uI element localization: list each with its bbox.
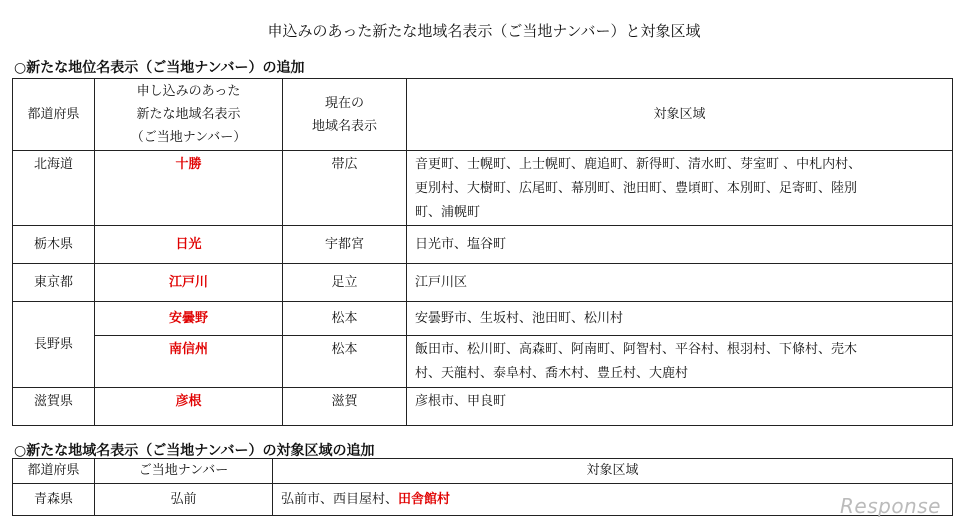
table-row <box>13 264 953 302</box>
table-row <box>13 336 953 388</box>
header-area: 対象区域 <box>407 79 953 151</box>
header-plate: ご当地ナンバー <box>95 459 273 484</box>
header-prefecture: 都道府県 <box>13 79 95 151</box>
cell-new-name: 十勝 <box>95 151 283 226</box>
cell-prefecture: 東京都 <box>13 264 95 302</box>
cell-prefecture: 栃木県 <box>13 226 95 264</box>
cell-prefecture: 北海道 <box>13 151 95 226</box>
table-row <box>13 226 953 264</box>
cell-area: 音更町、士幌町、上士幌町、鹿追町、新得町、清水町、芽室町 、中札内村、 更別村、大樹町、広尾町、幕別町、池田町、豊頃町、本別町、足寄町、陸別 町、浦幌町 <box>407 151 953 226</box>
cell-new-name: 安曇野 <box>95 302 283 336</box>
cell-current-name: 足立 <box>283 264 407 302</box>
area-highlight: 田舎館村 <box>398 491 451 507</box>
cell-plate: 弘前 <box>95 484 273 516</box>
table-row <box>13 388 953 426</box>
header-prefecture: 都道府県 <box>13 459 95 484</box>
cell-area: 日光市、塩谷町 <box>407 226 953 264</box>
watermark-logo: Response <box>840 494 941 518</box>
area-text: 弘前市、西目屋村、 <box>281 491 399 507</box>
header-current-name: 現在の 地域名表示 <box>283 79 407 151</box>
cell-prefecture: 滋賀県 <box>13 388 95 426</box>
cell-area: 江戸川区 <box>407 264 953 302</box>
table-row <box>13 151 953 226</box>
cell-area: 飯田市、松川町、高森町、阿南町、阿智村、平谷村、根羽村、下條村、売木 村、天龍村、泰阜村、喬木村、豊丘村、大鹿村 <box>407 336 953 388</box>
cell-new-name: 日光 <box>95 226 283 264</box>
cell-current-name: 松本 <box>283 302 407 336</box>
new-names-table <box>12 78 953 426</box>
section-heading-area-additions: ○新たな地域名表示（ご当地ナンバー）の対象区域の追加 <box>14 443 375 459</box>
cell-new-name: 南信州 <box>95 336 283 388</box>
header-area: 対象区域 <box>273 459 953 484</box>
cell-new-name: 江戸川 <box>95 264 283 302</box>
cell-area: 安曇野市、生坂村、池田町、松川村 <box>407 302 953 336</box>
section-heading-new-names: ○新たな地位名表示（ご当地ナンバー）の追加 <box>14 60 305 76</box>
cell-prefecture: 青森県 <box>13 484 95 516</box>
cell-current-name: 松本 <box>283 336 407 388</box>
table-header-row <box>13 79 953 151</box>
cell-current-name: 宇都宮 <box>283 226 407 264</box>
cell-current-name: 滋賀 <box>283 388 407 426</box>
table-row <box>13 302 953 336</box>
cell-prefecture: 長野県 <box>13 302 95 388</box>
area-additions-table <box>12 458 953 516</box>
table-header-row <box>13 459 953 484</box>
cell-area: 彦根市、甲良町 <box>407 388 953 426</box>
table-row <box>13 484 953 516</box>
page-title: 申込みのあった新たな地域名表示（ご当地ナンバー）と対象区域 <box>267 22 701 40</box>
cell-current-name: 帯広 <box>283 151 407 226</box>
cell-new-name: 彦根 <box>95 388 283 426</box>
header-new-name: 申し込みのあった 新たな地域名表示 （ご当地ナンバー） <box>95 79 283 151</box>
